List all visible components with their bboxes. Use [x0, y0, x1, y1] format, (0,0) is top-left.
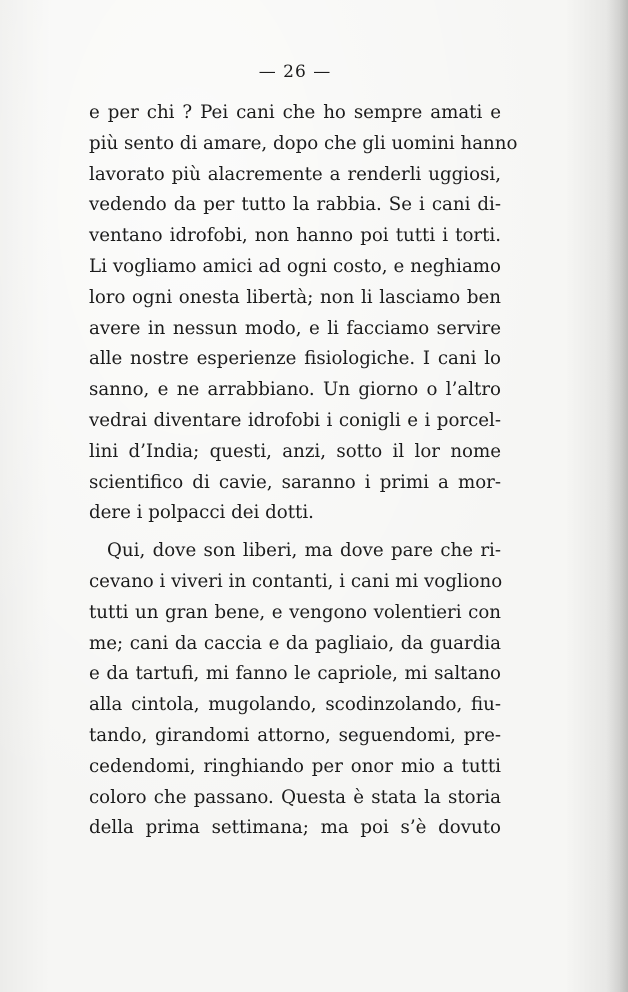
text-line: più sento di amare, dopo che gli uomini hanno [89, 132, 518, 154]
text-line: cedendomi, ringhiando per onor mio a tutti [89, 755, 501, 777]
paragraph-gap [89, 529, 501, 536]
text-line: loro ogni onesta libertà; non li lasciamo ben [89, 286, 501, 308]
text-line: vedendo da per tutto la rabbia. Se i cani di- [89, 194, 501, 216]
text-line: sanno, e ne arrabbiano. Un giorno o l’altro [89, 379, 501, 401]
text-line: me; cani da caccia e da pagliaio, da guardia [89, 632, 501, 654]
text-line: cevano i viveri in contanti, i cani mi vogliono [89, 570, 503, 592]
text-line: alla cintola, mugolando, scodinzolando, fiu- [89, 694, 501, 716]
text-line: dere i polpacci dei dotti. [89, 502, 314, 524]
text-line: della prima settimana; ma poi s’è dovuto [89, 817, 501, 839]
text-line: alle nostre esperienze fisiologiche. I cani lo [89, 348, 501, 370]
text-line: vedrai diventare idrofobi i conigli e i porcel- [89, 409, 501, 431]
text-line: Qui, dove son liberi, ma dove pare che ri- [107, 540, 501, 562]
text-line: Li vogliamo amici ad ogni costo, e neghiamo [89, 255, 501, 277]
text-line: scientifico di cavie, saranno i primi a mor- [89, 471, 501, 493]
text-line: e per chi ? Pei cani che ho sempre amati e [89, 102, 501, 123]
text-line: lini d’India; questi, anzi, sotto il lor nome [89, 440, 501, 462]
text-line: lavorato più alacremente a renderli uggiosi, [89, 163, 501, 185]
text-line: ventano idrofobi, non hanno poi tutti i torti. [89, 225, 501, 247]
text-line: tando, girandomi attorno, seguendomi, pre- [89, 724, 501, 746]
page-number: — 26 — [258, 62, 332, 82]
body-text [89, 98, 518, 844]
page-edge-shadow [606, 0, 628, 992]
text-line: tutti un gran bene, e vengono volentieri con [89, 601, 501, 623]
text-line: avere in nessun modo, e li facciamo servire [89, 317, 501, 339]
text-line: e da tartufi, mi fanno le capriole, mi saltano [89, 663, 501, 685]
text-line: coloro che passano. Questa è stata la storia [89, 786, 501, 808]
